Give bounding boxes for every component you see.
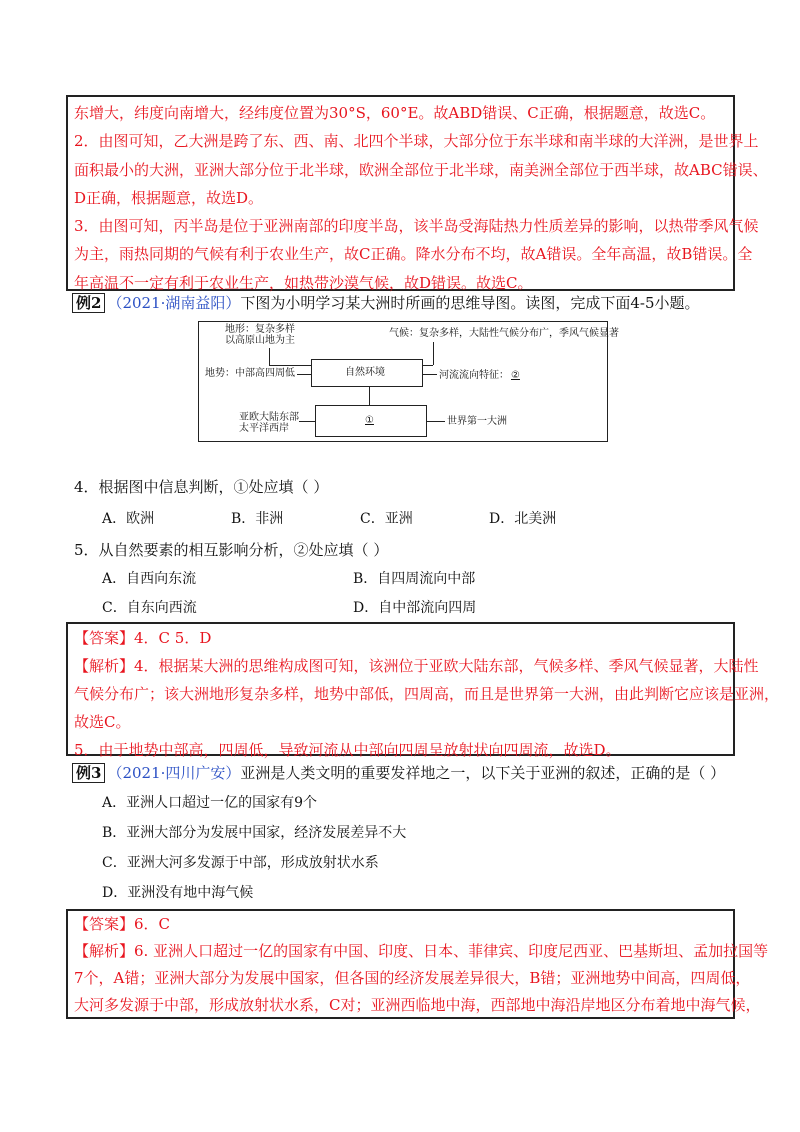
box1-line: D正确，根据题意，故选D。	[74, 188, 264, 207]
q6-option-c[interactable]: C．亚洲大河多发源于中部，形成放射状水系	[102, 855, 379, 871]
continent-blank: ①	[365, 415, 374, 426]
question-5-stem: 5．从自然要素的相互影响分析，②处应填（ ）	[74, 541, 389, 559]
q4-option-a[interactable]: A．欧洲	[102, 511, 155, 527]
q4-option-c[interactable]: C．亚洲	[360, 511, 413, 527]
box2-line: 气候分布广；该大洲地形复杂多样，地势中部低，四周高，而且是世界第一大洲，由此判断它应该是亚洲，	[74, 685, 780, 703]
q5-option-d[interactable]: D．自中部流向四周	[353, 600, 477, 616]
connector-line	[423, 365, 433, 366]
box2-line: 【解析】4．根据某大洲的思维构成图可知，该洲位于亚欧大陆东部，气候多样、季风气候显著，大陆性	[74, 657, 759, 675]
q4-option-d[interactable]: D．北美洲	[489, 511, 557, 527]
relief-label: 地势：中部高四周低	[205, 368, 295, 379]
location-label-1: 亚欧大陆东部	[239, 412, 299, 423]
answer-box-2	[66, 622, 780, 759]
q5-option-b[interactable]: B．自四周流向中部	[353, 571, 476, 587]
example-stem: 亚洲是人类文明的重要发祥地之一，以下关于亚洲的叙述，正确的是（ ）	[240, 764, 726, 782]
connector-line	[427, 421, 445, 422]
answer-box-1	[66, 95, 768, 292]
box2-line: 5．由于地势中部高，四周低，导致河流从中部向四周呈放射状向四周流，故选D。	[74, 741, 621, 759]
q5-option-c[interactable]: C．自东向西流	[102, 600, 197, 616]
example-source: （2021·四川广安）	[107, 764, 241, 782]
q4-option-b[interactable]: B．非洲	[231, 511, 284, 527]
connector-line	[299, 421, 315, 422]
connector-line	[433, 342, 434, 365]
center-node-label: 自然环境	[345, 367, 385, 378]
box2-line: 【答案】4．C 5．D	[74, 629, 212, 647]
largest-label: 世界第一大洲	[447, 416, 507, 427]
q5-option-a[interactable]: A．自西向东流	[102, 571, 197, 587]
box2-line: 故选C。	[74, 713, 131, 731]
connector-line	[369, 387, 370, 405]
example-source: （2021·湖南益阳）	[107, 294, 241, 312]
mind-map-figure	[198, 321, 619, 442]
question-4-stem: 4．根据图中信息判断，①处应填（ ）	[74, 478, 329, 496]
terrain-label-2: 以高原山地为主	[225, 335, 295, 346]
box3-line: 【解析】6. 亚洲人口超过一亿的国家有中国、印度、日本、菲律宾、印度尼西亚、巴基斯坦、孟加拉国等	[74, 942, 769, 960]
location-label-2: 太平洋西岸	[239, 423, 289, 434]
box1-line: 年高温不一定有利于农业生产，如热带沙漠气候，故D错误。故选C。	[74, 273, 533, 292]
river-blank: ②	[511, 370, 520, 381]
example-2-header	[72, 292, 700, 313]
box3-line: 大河多发源于中部，形成放射状水系，C对；亚洲西临地中海，西部地中海沿岸地区分布着地中海气候，	[74, 996, 761, 1014]
example-tag: 例2	[72, 293, 105, 313]
box1-line: 3．由图可知，丙半岛是位于亚洲南部的印度半岛，该半岛受海陆热力性质差异的影响，以热带季风气候	[74, 217, 759, 236]
example-stem: 下图为小明学习某大洲时所画的思维导图。读图，完成下面4-5小题。	[240, 294, 700, 312]
connector-line	[269, 365, 311, 366]
box1-line: 为主，雨热同期的气候有利于农业生产，故C正确。降水分布不均，故A错误。全年高温，故B错误。全	[74, 245, 753, 264]
q6-option-a[interactable]: A．亚洲人口超过一亿的国家有9个	[102, 795, 318, 811]
connector-line	[269, 348, 270, 365]
connector-line	[297, 374, 311, 375]
river-label: 河流流向特征：	[439, 370, 509, 381]
climate-label: 气候：复杂多样，大陆性气候分布广，季风气候显著	[389, 328, 619, 339]
box1-line: 2．由图可知，乙大洲是跨了东、西、南、北四个半球，大部分位于东半球和南半球的大洋洲，是世界上	[74, 132, 759, 151]
answer-box-3	[66, 909, 769, 1019]
connector-line	[423, 374, 437, 375]
example-tag: 例3	[72, 763, 105, 783]
box3-line: 7个，A错；亚洲大部分为发展中国家，但各国的经济发展差异很大，B错；亚洲地势中间高，四周低，	[74, 969, 751, 987]
terrain-label-1: 地形：复杂多样	[225, 324, 295, 335]
box1-line: 东增大，纬度向南增大，经纬度位置为30°S，60°E。故ABD错误、C正确，根据题意，故选C。	[74, 104, 716, 122]
q6-option-b[interactable]: B．亚洲大部分为发展中国家，经济发展差异不大	[102, 825, 407, 841]
box1-line: 面积最小的大洲，亚洲大部分位于北半球，欧洲全部位于北半球，南美洲全部位于西半球，故ABC错误、	[74, 160, 768, 179]
box3-line: 【答案】6．C	[74, 915, 171, 933]
example-3-header	[72, 762, 725, 783]
q6-option-d[interactable]: D．亚洲没有地中海气候	[102, 885, 254, 901]
